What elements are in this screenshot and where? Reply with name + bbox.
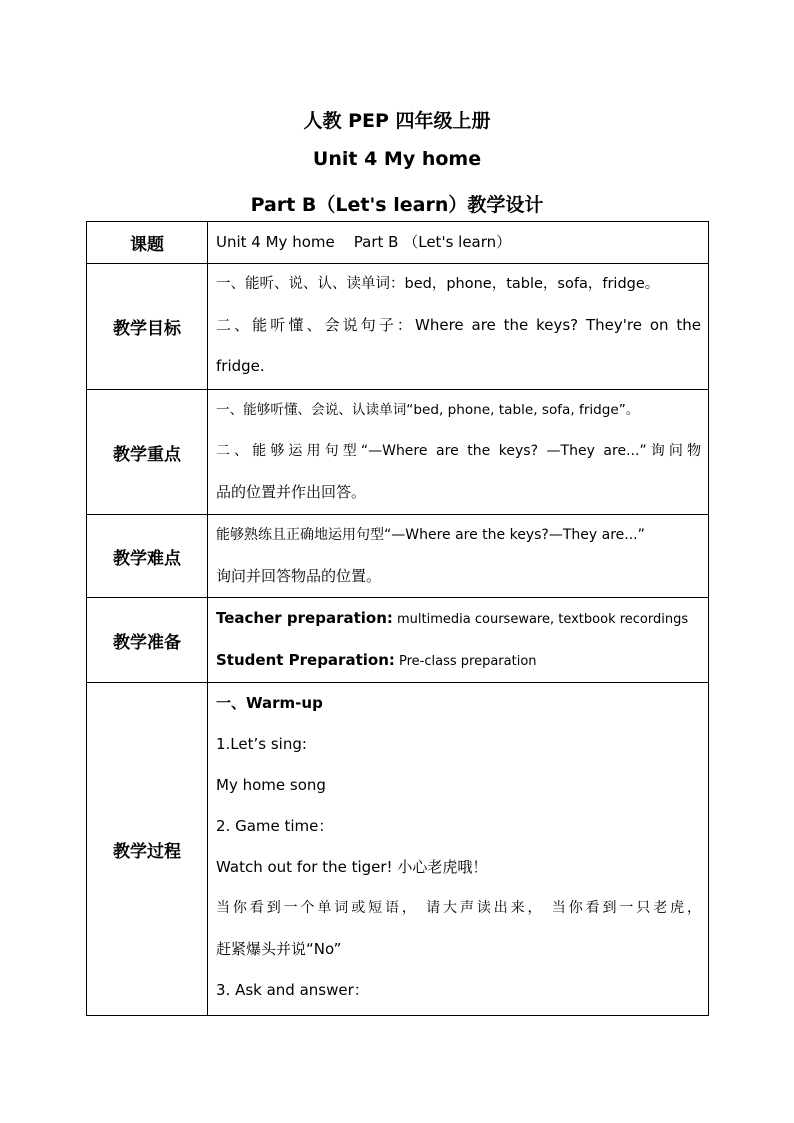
teacher-preparation	[216, 598, 701, 640]
difficulty-line: 询问并回答物品的位置。	[216, 567, 382, 585]
table-row-objectives	[87, 264, 709, 390]
process-line: 当你看到一个单词或短语， 请大声读出来， 当你看到一只老虎，	[216, 900, 701, 916]
difficulty-line: 能够熟练且正确地运用句型“—Where are the keys?—They are...”	[216, 527, 645, 543]
process-line: 3. Ask and answer：	[216, 981, 369, 999]
topic-text: Unit 4 My home Part B （Let's learn）	[216, 233, 512, 251]
lesson-plan-table	[86, 221, 709, 1016]
process-heading: 一、Warm-up	[216, 694, 323, 712]
cell-difficulties	[208, 515, 709, 598]
cell-objectives	[208, 264, 709, 390]
student-preparation-text: Pre-class preparation	[394, 654, 537, 669]
table-row-process	[87, 683, 709, 1016]
table-row-key-points	[87, 390, 709, 515]
objective-line: 一、能听、说、认、读单词：bed，phone，table，sofa，fridge。	[216, 276, 660, 292]
label-topic: 课题	[87, 222, 208, 264]
process-line: My home song	[216, 776, 326, 794]
label-objectives: 教学目标	[87, 264, 208, 390]
teacher-preparation-text: multimedia courseware, textbook recordings	[392, 612, 689, 627]
cell-preparation	[208, 598, 709, 683]
label-preparation: 教学准备	[87, 598, 208, 683]
objective-line: 二、能听懂、会说句子：Where are the keys? They're on the	[216, 316, 701, 334]
cell-key-points	[208, 390, 709, 515]
table-row-preparation	[87, 598, 709, 683]
process-line: Watch out for the tiger! 小心老虎哦！	[216, 858, 488, 876]
label-key-points: 教学重点	[87, 390, 208, 515]
key-point-line: 一、能够听懂、会说、认读单词“bed, phone, table, sofa, fridge”。	[216, 402, 640, 418]
doc-title-line3: Part B（Let's learn）教学设计	[250, 194, 544, 216]
label-process: 教学过程	[87, 683, 208, 1016]
doc-title-line2: Unit 4 My home	[312, 148, 482, 170]
student-preparation-label: Student Preparation:	[216, 651, 395, 669]
key-point-line: 品的位置并作出回答。	[216, 483, 367, 501]
key-point-line: 二、能够运用句型“—Where are the keys? —They are...”询问物	[216, 443, 701, 459]
objective-line: fridge.	[216, 357, 265, 375]
student-preparation	[216, 640, 701, 682]
cell-topic	[208, 222, 709, 264]
process-line: 赶紧爆头并说“No”	[216, 940, 342, 958]
doc-title-line1: 人教 PEP 四年级上册	[303, 110, 491, 132]
label-difficulties: 教学难点	[87, 515, 208, 598]
process-line: 2. Game time：	[216, 817, 334, 835]
table-row-difficulties	[87, 515, 709, 598]
cell-process	[208, 683, 709, 1016]
table-row-topic	[87, 222, 709, 264]
process-line: 1.Let’s sing:	[216, 735, 307, 753]
teacher-preparation-label: Teacher preparation:	[216, 609, 393, 627]
